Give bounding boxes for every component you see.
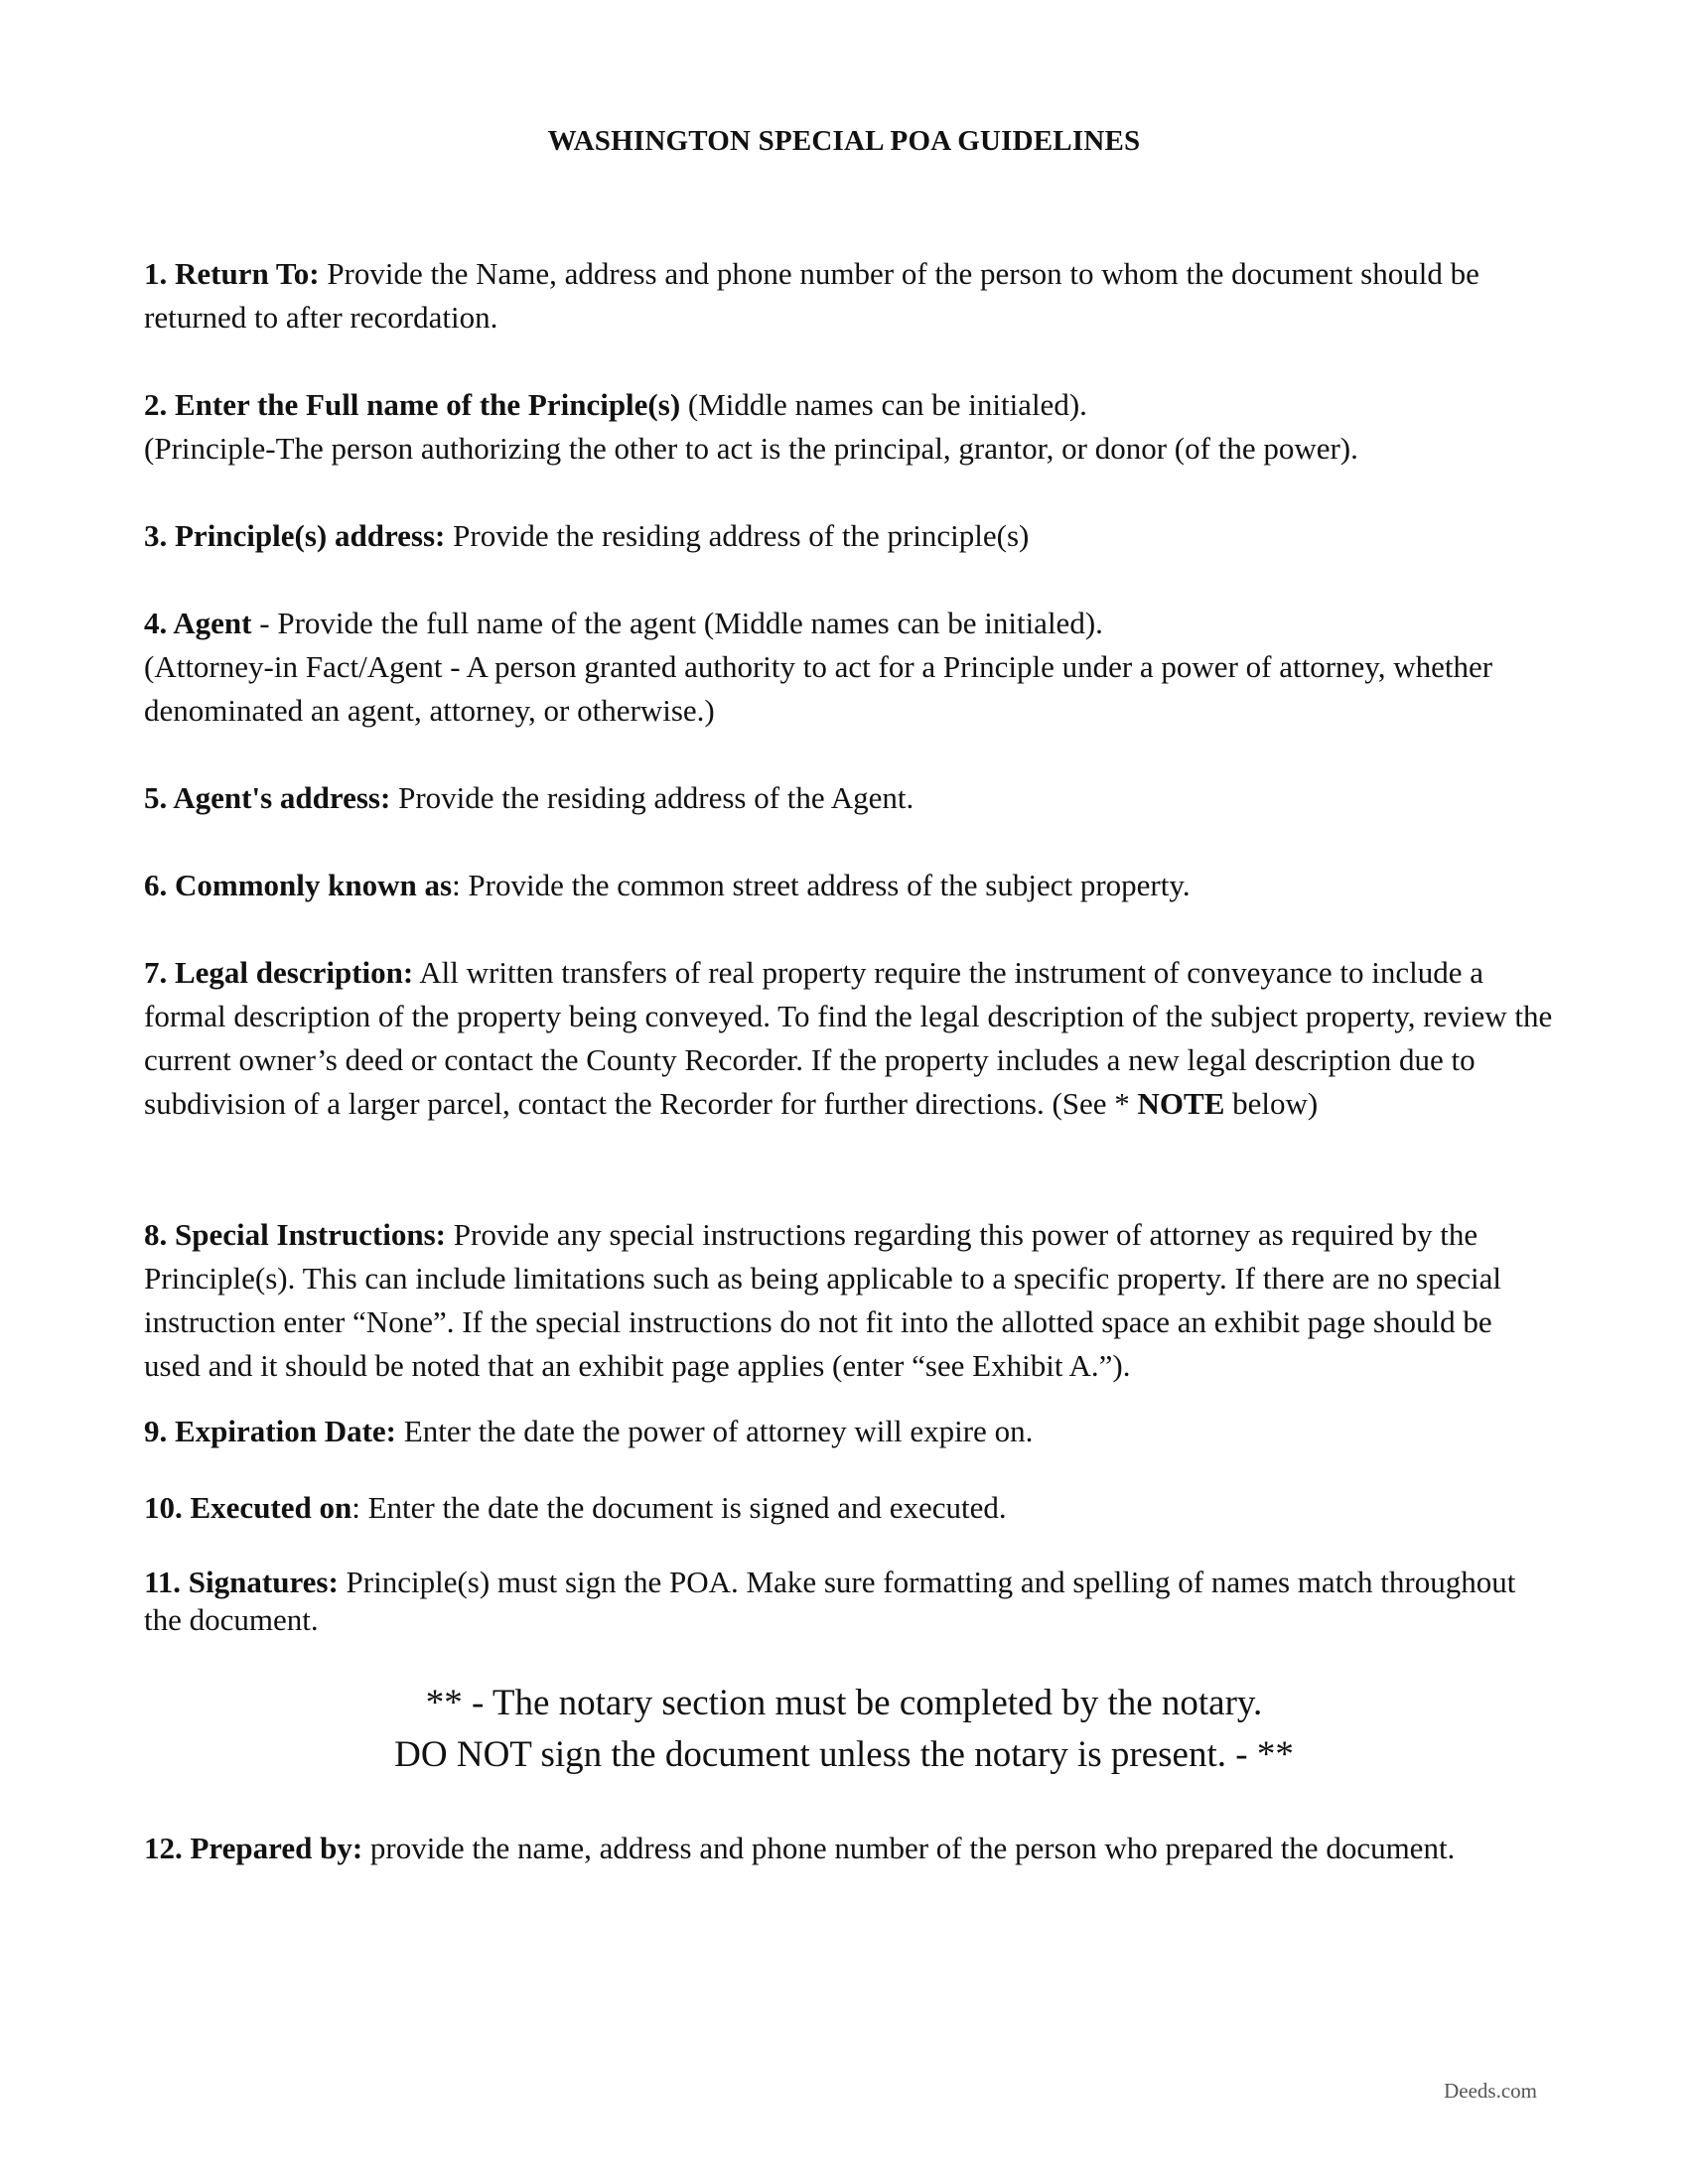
item-label: 9. Expiration Date: bbox=[144, 1414, 397, 1448]
guideline-legal-description bbox=[144, 951, 1554, 1126]
item-text: (Middle names can be initialed). bbox=[680, 387, 1087, 422]
item-label: 8. Special Instructions: bbox=[144, 1217, 446, 1252]
guideline-prepared-by bbox=[144, 1827, 1554, 1870]
item-label: 7. Legal description: bbox=[144, 955, 414, 990]
item-label: 2. Enter the Full name of the Principle(s) bbox=[144, 387, 681, 422]
item-text: : Enter the date the document is signed and executed. bbox=[352, 1490, 1007, 1525]
document-title: WASHINGTON SPECIAL POA GUIDELINES bbox=[547, 125, 1141, 157]
guideline-agent-address bbox=[144, 776, 1554, 820]
item-text-tail: below) bbox=[1224, 1086, 1319, 1121]
note-label: NOTE bbox=[1137, 1086, 1225, 1121]
guideline-expiration-date bbox=[144, 1410, 1554, 1453]
guideline-signatures bbox=[144, 1564, 1554, 1639]
guideline-executed-on bbox=[144, 1486, 1554, 1530]
item-text: Enter the date the power of attorney will expire on. bbox=[396, 1414, 1034, 1448]
guideline-principle-address bbox=[144, 514, 1554, 558]
notary-line-2: DO NOT sign the document unless the notary is present. - ** bbox=[394, 1734, 1294, 1775]
item-text: : Provide the common street address of the subject property. bbox=[452, 868, 1191, 902]
item-label: 12. Prepared by: bbox=[144, 1831, 363, 1865]
item-note: (Attorney-in Fact/Agent - A person granted authority to act for a Principle under a power of attorney, whether denominated an agent, attorney, or otherwise.) bbox=[144, 649, 1493, 728]
item-text: All written transfers of real property require the instrument of conveyance to include a formal description of the property being conveyed. To find the legal description of the subject property, review the current owner’s deed or contact the County Recorder. If the property includes a new legal description due to subdivision of a larger parcel, contact the Recorder for further directions. (See * bbox=[144, 955, 1553, 1121]
footer-watermark: Deeds.com bbox=[1444, 2079, 1537, 2103]
notary-notice bbox=[0, 1678, 1688, 1781]
item-text: Provide the Name, address and phone number of the person to whom the document should be returned to after recordation. bbox=[144, 256, 1479, 335]
item-label: 11. Signatures: bbox=[144, 1565, 339, 1599]
item-text: Provide the residing address of the Agent. bbox=[390, 780, 914, 815]
guideline-return-to bbox=[144, 252, 1554, 340]
item-text: Principle(s) must sign the POA. Make sure formatting and spelling of names match throughout the document. bbox=[144, 1565, 1516, 1637]
item-label: 4. Agent bbox=[144, 606, 252, 640]
item-note: (Principle-The person authorizing the other to act is the principal, grantor, or donor (of the power). bbox=[144, 431, 1358, 466]
item-text: Provide any special instructions regarding this power of attorney as required by the Principle(s). This can include limitations such as being applicable to a specific property. If there are no special instruction enter “None”. If the special instructions do not fit into the allotted space an exhibit page should be used and it should be noted that an exhibit page applies (enter “see Exhibit A.”). bbox=[144, 1217, 1501, 1383]
notary-line-1: ** - The notary section must be completed by the notary. bbox=[425, 1683, 1263, 1723]
item-text: provide the name, address and phone number of the person who prepared the document. bbox=[362, 1831, 1456, 1865]
item-label: 10. Executed on bbox=[144, 1490, 352, 1525]
guideline-commonly-known-as bbox=[144, 864, 1554, 907]
item-label: 6. Commonly known as bbox=[144, 868, 453, 902]
guideline-agent bbox=[144, 602, 1554, 733]
item-label: 5. Agent's address: bbox=[144, 780, 391, 815]
item-text: Provide the residing address of the principle(s) bbox=[445, 518, 1030, 553]
guideline-principle-name bbox=[144, 383, 1554, 471]
guideline-special-instructions bbox=[144, 1213, 1554, 1388]
item-text: - Provide the full name of the agent (Middle names can be initialed). bbox=[251, 606, 1103, 640]
item-label: 1. Return To: bbox=[144, 256, 320, 291]
item-label: 3. Principle(s) address: bbox=[144, 518, 446, 553]
